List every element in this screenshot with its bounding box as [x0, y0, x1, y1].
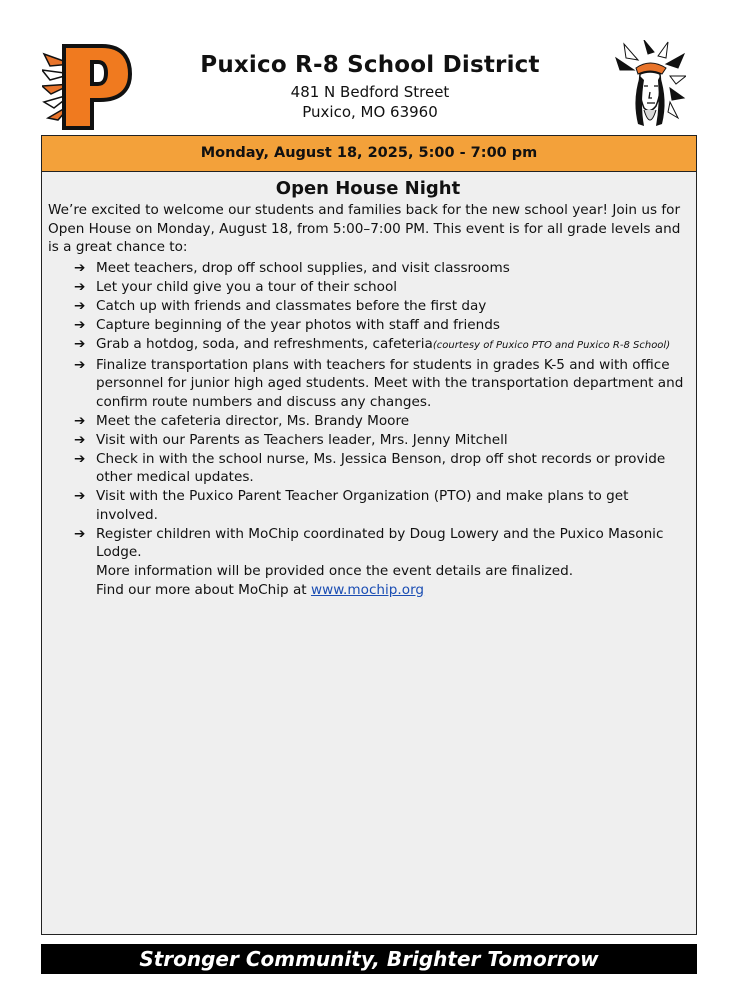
- address-line-1: 481 N Bedford Street: [290, 83, 450, 101]
- mochip-line: [48, 581, 688, 600]
- arrow-icon: ➔: [74, 488, 86, 504]
- list-item: [74, 335, 688, 356]
- list-item-text: Let your child give you a tour of their school: [96, 278, 398, 295]
- list-item-text: Register children with MoChip coordinated by Doug Lowery and the Puxico Masonic Lodge.: [96, 525, 664, 560]
- mochip-prefix: Find our more about MoChip at: [96, 581, 311, 598]
- list-item: [74, 431, 688, 450]
- list-item: [74, 297, 688, 316]
- list-item: [74, 259, 688, 278]
- list-item-text: Capture beginning of the year photos with staff and friends: [96, 316, 500, 333]
- list-item: [74, 487, 688, 524]
- more-info-text: More information will be provided once the event details are finalized.: [96, 563, 574, 579]
- arrow-icon: ➔: [74, 450, 86, 467]
- chief-headdress-logo: [614, 40, 686, 132]
- list-item-text: Finalize transportation plans with teachers for students in grades K-5 and with office personnel for junior high aged students. Meet with the transportation department and confirm route numbers and discuss any changes.: [96, 356, 684, 410]
- footer-slogan: Stronger Community, Brighter Tomorrow: [41, 944, 697, 974]
- arrow-icon: ➔: [74, 278, 86, 295]
- activity-list: [48, 259, 688, 562]
- list-item-text: Grab a hotdog, soda, and refreshments, cafeteria: [96, 335, 433, 352]
- list-item-text: Check in with the school nurse, Ms. Jessica Benson, drop off shot records or provide other medical updates.: [96, 450, 666, 485]
- list-item: [74, 412, 688, 431]
- event-content: [42, 172, 696, 599]
- list-item-text: Catch up with friends and classmates before the first day: [96, 297, 487, 314]
- list-item-text: Visit with our Parents as Teachers leader, Mrs. Jenny Mitchell: [96, 431, 508, 448]
- arrow-icon: ➔: [74, 412, 86, 429]
- list-item: [74, 525, 688, 562]
- arrow-icon: ➔: [74, 525, 86, 542]
- list-item: [74, 450, 688, 487]
- courtesy-note: (courtesy of Puxico PTO and Puxico R-8 School): [432, 339, 671, 351]
- arrow-icon: ➔: [74, 356, 86, 373]
- mochip-link[interactable]: www.mochip.org: [310, 581, 425, 598]
- event-date-bar: Monday, August 18, 2025, 5:00 - 7:00 pm: [42, 136, 696, 172]
- list-item-text: Visit with the Puxico Parent Teacher Organization (PTO) and make plans to get involved.: [96, 488, 629, 523]
- arrow-icon: ➔: [74, 297, 86, 314]
- list-item-text: Meet the cafeteria director, Ms. Brandy Moore: [96, 412, 410, 429]
- arrow-icon: ➔: [74, 431, 86, 448]
- list-item: [74, 278, 688, 297]
- event-title: Open House Night: [275, 178, 461, 199]
- event-intro: We’re excited to welcome our students and families back for the new school year! Join us for Open House on Monday, August 18, from 5:00–7:00 PM. This event is for all grade levels and is a great chance to:: [48, 202, 681, 255]
- letterhead: [150, 52, 590, 122]
- arrow-icon: ➔: [74, 335, 86, 352]
- arrow-icon: ➔: [74, 316, 86, 333]
- address-line-2: Puxico, MO 63960: [302, 103, 438, 121]
- arrow-icon: ➔: [74, 259, 86, 276]
- list-item: [74, 356, 688, 412]
- letter-p-logo: [42, 42, 132, 132]
- event-panel: [41, 135, 697, 935]
- list-item: [74, 316, 688, 335]
- district-name: Puxico R-8 School District: [200, 52, 540, 78]
- list-item-text: Meet teachers, drop off school supplies, and visit classrooms: [96, 259, 510, 276]
